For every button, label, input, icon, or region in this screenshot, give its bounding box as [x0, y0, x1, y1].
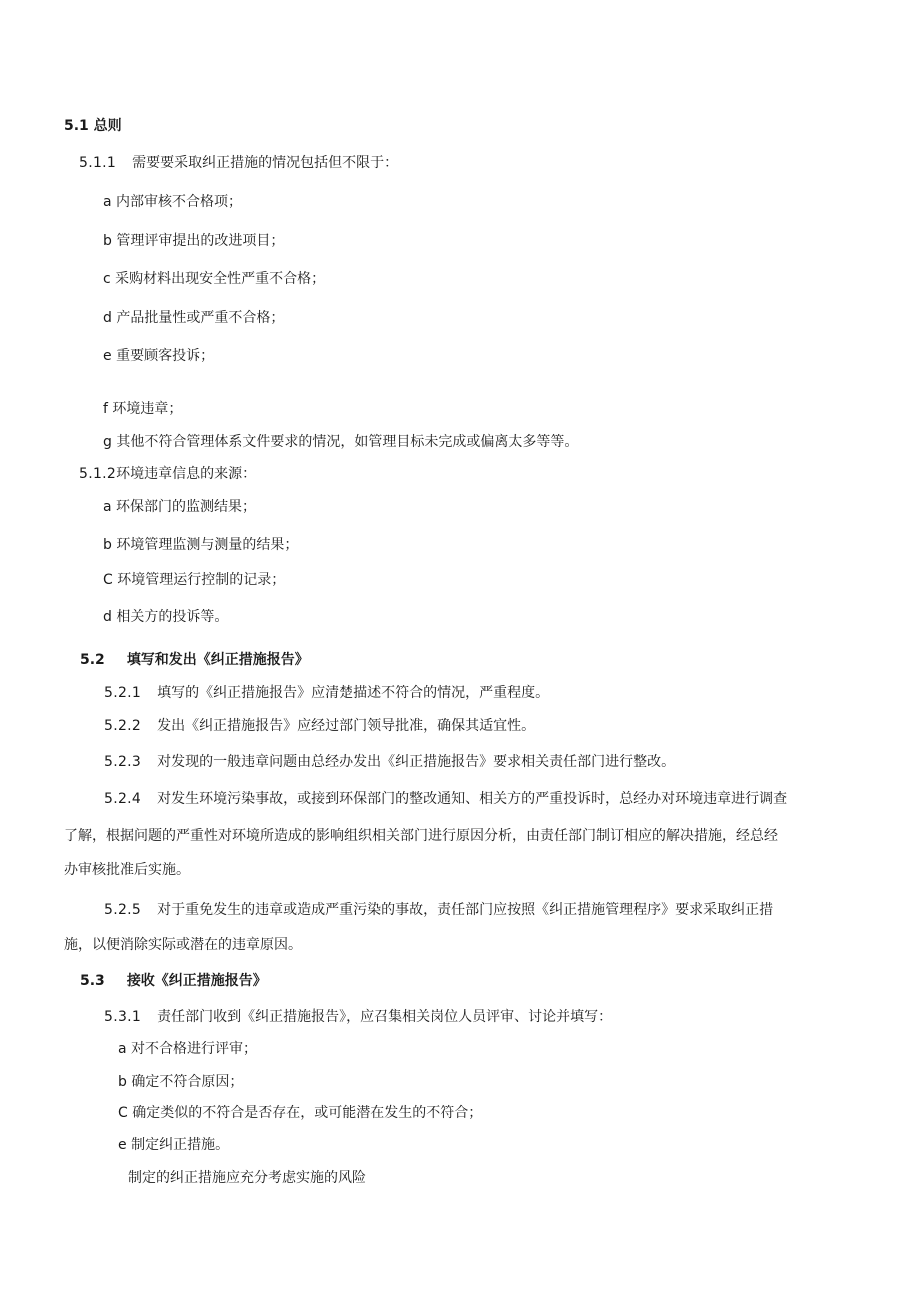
clause-text-line: 对于重免发生的违章或造成严重污染的事故，责任部门应按照《纠正措施管理程序》要求采取纠正措 — [157, 902, 774, 918]
section-title: 填写和发出《纠正措施报告》 — [126, 652, 309, 668]
clause-5-2-3 — [104, 752, 675, 772]
clause-text: 需要要采取纠正措施的情况包括但不限于： — [132, 155, 399, 171]
section-number: 5.3 — [80, 973, 105, 989]
list-item: a 对不合格进行评审； — [118, 1041, 258, 1057]
list-item: d 相关方的投诉等。 — [103, 609, 229, 625]
clause-5-2-5 — [104, 900, 773, 920]
clause-5-1-2 — [79, 464, 256, 484]
list-item: C 环境管理运行控制的记录； — [103, 572, 286, 588]
list-item: b 确定不符合原因； — [118, 1074, 244, 1090]
clause-text: 责任部门收到《纠正措施报告》，应召集相关岗位人员评审、讨论并填写： — [157, 1009, 613, 1025]
list-item: b 环境管理监测与测量的结果； — [103, 537, 299, 553]
clause-number: 5.2.5 — [104, 902, 142, 918]
list-item: d 产品批量性或严重不合格； — [103, 310, 285, 326]
clause-text-line: 了解，根据问题的严重性对环境所造成的影响组织相关部门进行原因分析，由责任部门制订相应的解决措施，经总经 — [64, 828, 778, 844]
clause-number: 5.2.3 — [104, 754, 142, 770]
clause-number: 5.2.1 — [104, 685, 142, 701]
list-item: e 制定纠正措施。 — [118, 1137, 230, 1153]
list-item: e 重要顾客投诉； — [103, 348, 215, 364]
list-item: C 确定类似的不符合是否存在，或可能潜在发生的不符合； — [118, 1105, 483, 1121]
clause-text-line: 对发生环境污染事故，或接到环保部门的整改通知、相关方的严重投诉时，总经办对环境违章进行调查 — [157, 791, 788, 807]
clause-text-line: 办审核批准后实施。 — [64, 862, 190, 878]
list-item: a 内部审核不合格项； — [103, 194, 243, 210]
clause-text: 环境违章信息的来源： — [116, 466, 257, 482]
section-title: 接收《纠正措施报告》 — [126, 973, 267, 989]
list-item: g 其他不符合管理体系文件要求的情况，如管理目标未完成或偏离太多等等。 — [103, 434, 579, 450]
clause-5-2-2 — [104, 716, 535, 736]
clause-number: 5.2.4 — [104, 791, 142, 807]
clause-5-3-1 — [104, 1007, 612, 1027]
clause-number: 5.1.2 — [79, 466, 117, 482]
clause-number: 5.1.1 — [79, 155, 117, 171]
clause-text: 对发现的一般违章问题由总经办发出《纠正措施报告》要求相关责任部门进行整改。 — [157, 754, 676, 770]
section-heading-5-1: 5.1 总则 — [64, 118, 122, 134]
section-heading-5-2 — [80, 650, 309, 670]
list-item: a 环保部门的监测结果； — [103, 499, 257, 515]
section-number: 5.2 — [80, 652, 105, 668]
list-item: c 采购材料出现安全性严重不合格； — [103, 271, 326, 287]
clause-5-2-4 — [104, 789, 787, 809]
clause-5-2-1 — [104, 683, 549, 703]
note-text: 制定的纠正措施应充分考虑实施的风险 — [128, 1170, 366, 1186]
clause-5-1-1 — [79, 153, 398, 173]
clause-text-line: 施，以便消除实际或潜在的违章原因。 — [64, 937, 302, 953]
clause-text: 填写的《纠正措施报告》应清楚描述不符合的情况，严重程度。 — [157, 685, 550, 701]
list-item: b 管理评审提出的改进项目； — [103, 233, 285, 249]
clause-number: 5.3.1 — [104, 1009, 142, 1025]
clause-number: 5.2.2 — [104, 718, 142, 734]
clause-text: 发出《纠正措施报告》应经过部门领导批准，确保其适宜性。 — [157, 718, 536, 734]
list-item: f 环境违章； — [103, 401, 183, 417]
section-heading-5-3 — [80, 971, 267, 991]
